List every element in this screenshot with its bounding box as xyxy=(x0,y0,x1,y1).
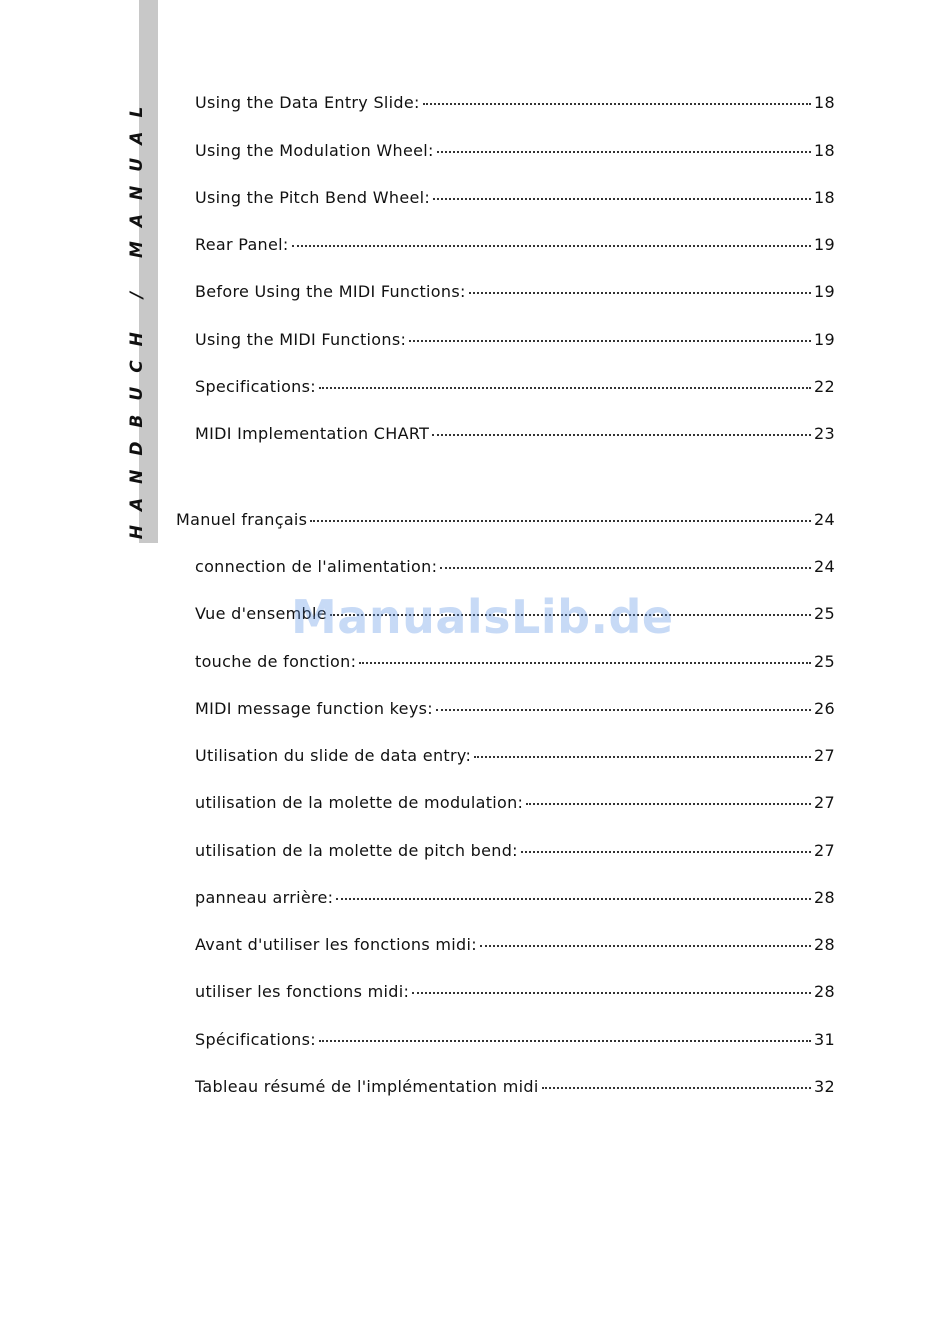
toc-leader-dots xyxy=(542,1087,811,1089)
toc-leader-dots xyxy=(436,709,811,711)
toc-leader-dots xyxy=(474,756,811,758)
toc-entry[interactable] xyxy=(195,235,835,255)
toc-label: utilisation de la molette de pitch bend: xyxy=(195,841,518,860)
toc-entry[interactable] xyxy=(195,652,835,672)
toc-entry[interactable] xyxy=(195,188,835,208)
toc-leader-dots xyxy=(292,245,811,247)
toc-leader-dots xyxy=(359,662,811,664)
toc-label: touche de fonction: xyxy=(195,652,357,671)
toc-label: utilisation de la molette de modulation: xyxy=(195,793,524,812)
toc-leader-dots xyxy=(319,387,811,389)
toc-page-number: 24 xyxy=(814,557,835,576)
toc-page-number: 24 xyxy=(814,510,835,529)
toc-label: Spécifications: xyxy=(195,1030,316,1049)
toc-label: Utilisation du slide de data entry: xyxy=(195,746,472,765)
toc-entry[interactable] xyxy=(195,141,835,161)
toc-entry[interactable] xyxy=(195,935,835,955)
toc-label: MIDI message function keys: xyxy=(195,699,433,718)
toc-page-number: 27 xyxy=(814,793,835,812)
toc-page-number: 22 xyxy=(814,377,835,396)
toc-entry[interactable] xyxy=(195,841,835,861)
toc-leader-dots xyxy=(310,520,811,522)
toc-label: Specifications: xyxy=(195,377,316,396)
toc-label: panneau arrière: xyxy=(195,888,334,907)
side-label: HANDBUCH / MANUAL xyxy=(127,92,147,540)
toc-leader-dots xyxy=(319,1040,811,1042)
toc-entry[interactable] xyxy=(195,377,835,397)
toc-section-heading[interactable] xyxy=(176,510,835,530)
toc-label: Using the Pitch Bend Wheel: xyxy=(195,188,431,207)
toc-label: Using the MIDI Functions: xyxy=(195,330,407,349)
toc-leader-dots xyxy=(437,151,811,153)
toc-leader-dots xyxy=(469,292,811,294)
toc-entry[interactable] xyxy=(195,746,835,766)
toc-leader-dots xyxy=(423,103,811,105)
toc-entry[interactable] xyxy=(195,888,835,908)
toc-page-number: 18 xyxy=(814,141,835,160)
toc-leader-dots xyxy=(526,803,811,805)
toc-label: Avant d'utiliser les fonctions midi: xyxy=(195,935,477,954)
toc-page-number: 27 xyxy=(814,746,835,765)
toc-entry[interactable] xyxy=(195,793,835,813)
toc-page-number: 18 xyxy=(814,93,835,112)
toc-label: Vue d'ensemble xyxy=(195,604,327,623)
toc-entry[interactable] xyxy=(195,699,835,719)
toc-entry[interactable] xyxy=(195,282,835,302)
toc-entry[interactable] xyxy=(195,93,835,113)
toc-leader-dots xyxy=(480,945,811,947)
toc-label: MIDI Implementation CHART xyxy=(195,424,430,443)
toc-page-number: 23 xyxy=(814,424,835,443)
toc-entry[interactable] xyxy=(195,1030,835,1050)
toc-leader-dots xyxy=(433,198,811,200)
toc-label: Tableau résumé de l'implémentation midi xyxy=(195,1077,539,1096)
toc-page-number: 31 xyxy=(814,1030,835,1049)
toc-page-number: 25 xyxy=(814,652,835,671)
toc-leader-dots xyxy=(412,992,811,994)
watermark: ManualsLib.de xyxy=(291,590,674,644)
toc-page-number: 18 xyxy=(814,188,835,207)
toc-page-number: 32 xyxy=(814,1077,835,1096)
toc-label: Before Using the MIDI Functions: xyxy=(195,282,466,301)
toc-entry[interactable] xyxy=(195,1077,835,1097)
toc-entry[interactable] xyxy=(195,557,835,577)
toc-leader-dots xyxy=(432,434,811,436)
toc-entry[interactable] xyxy=(195,982,835,1002)
toc-page-number: 25 xyxy=(814,604,835,623)
toc-entry[interactable] xyxy=(195,330,835,350)
toc-page-number: 28 xyxy=(814,935,835,954)
toc-label: Manuel français xyxy=(176,510,308,529)
toc-leader-dots xyxy=(409,340,811,342)
toc-leader-dots xyxy=(440,567,811,569)
toc-label: Using the Modulation Wheel: xyxy=(195,141,434,160)
toc-page-number: 19 xyxy=(814,282,835,301)
toc-page-number: 19 xyxy=(814,330,835,349)
toc-page-number: 27 xyxy=(814,841,835,860)
toc-leader-dots xyxy=(336,898,811,900)
toc-page-number: 28 xyxy=(814,982,835,1001)
toc-label: utiliser les fonctions midi: xyxy=(195,982,410,1001)
toc-entry[interactable] xyxy=(195,424,835,444)
toc-page-number: 19 xyxy=(814,235,835,254)
toc-label: Rear Panel: xyxy=(195,235,289,254)
toc-label: Using the Data Entry Slide: xyxy=(195,93,420,112)
toc-label: connection de l'alimentation: xyxy=(195,557,438,576)
toc-page-number: 26 xyxy=(814,699,835,718)
toc-page-number: 28 xyxy=(814,888,835,907)
toc-leader-dots xyxy=(521,851,811,853)
